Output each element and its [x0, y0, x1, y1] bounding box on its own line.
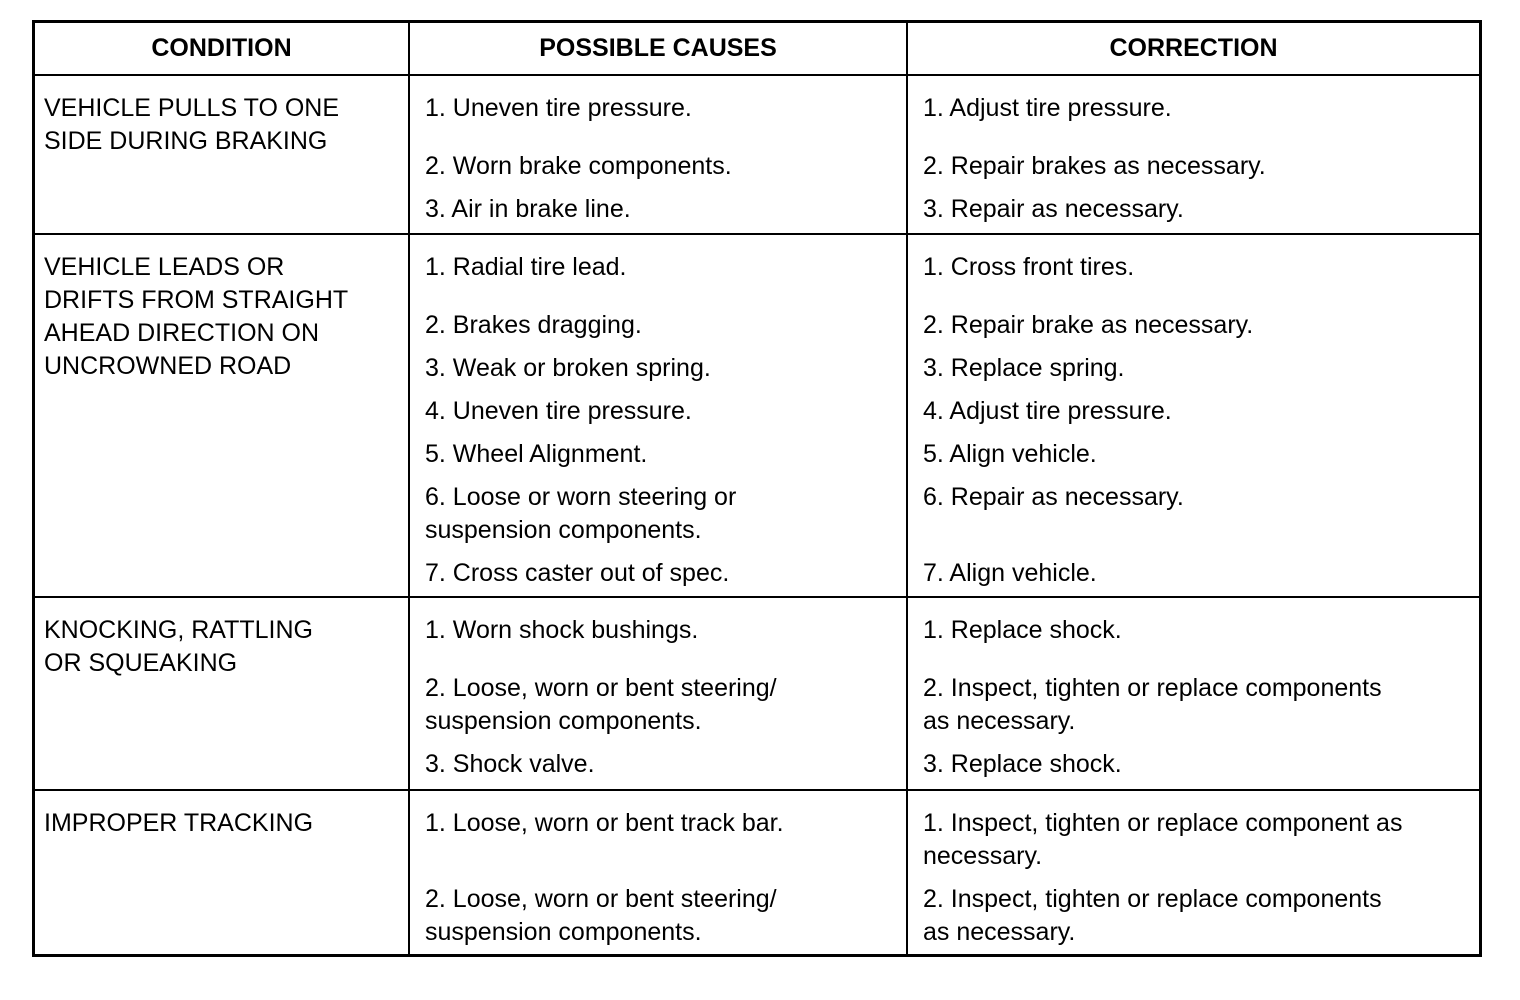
cause-text: 1. Uneven tire pressure. [425, 94, 692, 122]
correction-text: necessary. [923, 842, 1043, 870]
cause-text: 7. Cross caster out of spec. [425, 559, 730, 587]
correction-text: 2. Repair brakes as necessary. [923, 152, 1266, 180]
row-divider-2 [35, 596, 1479, 598]
correction-text: 3. Replace spring. [923, 354, 1125, 382]
correction-text: 5. Align vehicle. [923, 440, 1097, 468]
cause-text: suspension components. [425, 918, 702, 946]
correction-text: as necessary. [923, 918, 1076, 946]
cause-text: 1. Loose, worn or bent track bar. [425, 809, 784, 837]
correction-text: 1. Inspect, tighten or replace component as [923, 809, 1403, 837]
cause-text: 2. Loose, worn or bent steering/ [425, 674, 777, 702]
correction-text: 1. Cross front tires. [923, 253, 1135, 281]
cause-text: suspension components. [425, 707, 702, 735]
diagnosis-table [32, 20, 1482, 957]
cause-text: 3. Weak or broken spring. [425, 354, 711, 382]
column-divider-2 [906, 23, 908, 954]
cause-text: 6. Loose or worn steering or [425, 483, 737, 511]
row-divider-1 [35, 233, 1479, 235]
condition-text: VEHICLE LEADS OR [44, 253, 285, 281]
condition-text: KNOCKING, RATTLING [44, 616, 314, 644]
row-divider-3 [35, 789, 1479, 791]
column-divider-1 [408, 23, 410, 954]
cause-text: 5. Wheel Alignment. [425, 440, 648, 468]
correction-text: 4. Adjust tire pressure. [923, 397, 1172, 425]
condition-text: AHEAD DIRECTION ON [44, 319, 320, 347]
header-divider [35, 74, 1479, 76]
correction-text: 2. Inspect, tighten or replace components [923, 885, 1382, 913]
cause-text: 2. Worn brake components. [425, 152, 732, 180]
header-correction: CORRECTION [1109, 34, 1278, 62]
cause-text: 1. Radial tire lead. [425, 253, 627, 281]
correction-text: 3. Replace shock. [923, 750, 1122, 778]
correction-text: 6. Repair as necessary. [923, 483, 1184, 511]
correction-text: as necessary. [923, 707, 1076, 735]
correction-text: 7. Align vehicle. [923, 559, 1097, 587]
cause-text: 3. Air in brake line. [425, 195, 631, 223]
header-possible-causes: POSSIBLE CAUSES [539, 34, 777, 62]
condition-text: SIDE DURING BRAKING [44, 127, 328, 155]
condition-text: IMPROPER TRACKING [44, 809, 314, 837]
correction-text: 2. Repair brake as necessary. [923, 311, 1254, 339]
condition-text: OR SQUEAKING [44, 649, 238, 677]
condition-text: VEHICLE PULLS TO ONE [44, 94, 340, 122]
cause-text: 1. Worn shock bushings. [425, 616, 699, 644]
correction-text: 1. Replace shock. [923, 616, 1122, 644]
header-condition: CONDITION [151, 34, 292, 62]
cause-text: 2. Loose, worn or bent steering/ [425, 885, 777, 913]
correction-text: 1. Adjust tire pressure. [923, 94, 1172, 122]
cause-text: 3. Shock valve. [425, 750, 595, 778]
correction-text: 2. Inspect, tighten or replace components [923, 674, 1382, 702]
cause-text: suspension components. [425, 516, 702, 544]
cause-text: 4. Uneven tire pressure. [425, 397, 692, 425]
cause-text: 2. Brakes dragging. [425, 311, 642, 339]
condition-text: DRIFTS FROM STRAIGHT [44, 286, 349, 314]
condition-text: UNCROWNED ROAD [44, 352, 292, 380]
correction-text: 3. Repair as necessary. [923, 195, 1184, 223]
